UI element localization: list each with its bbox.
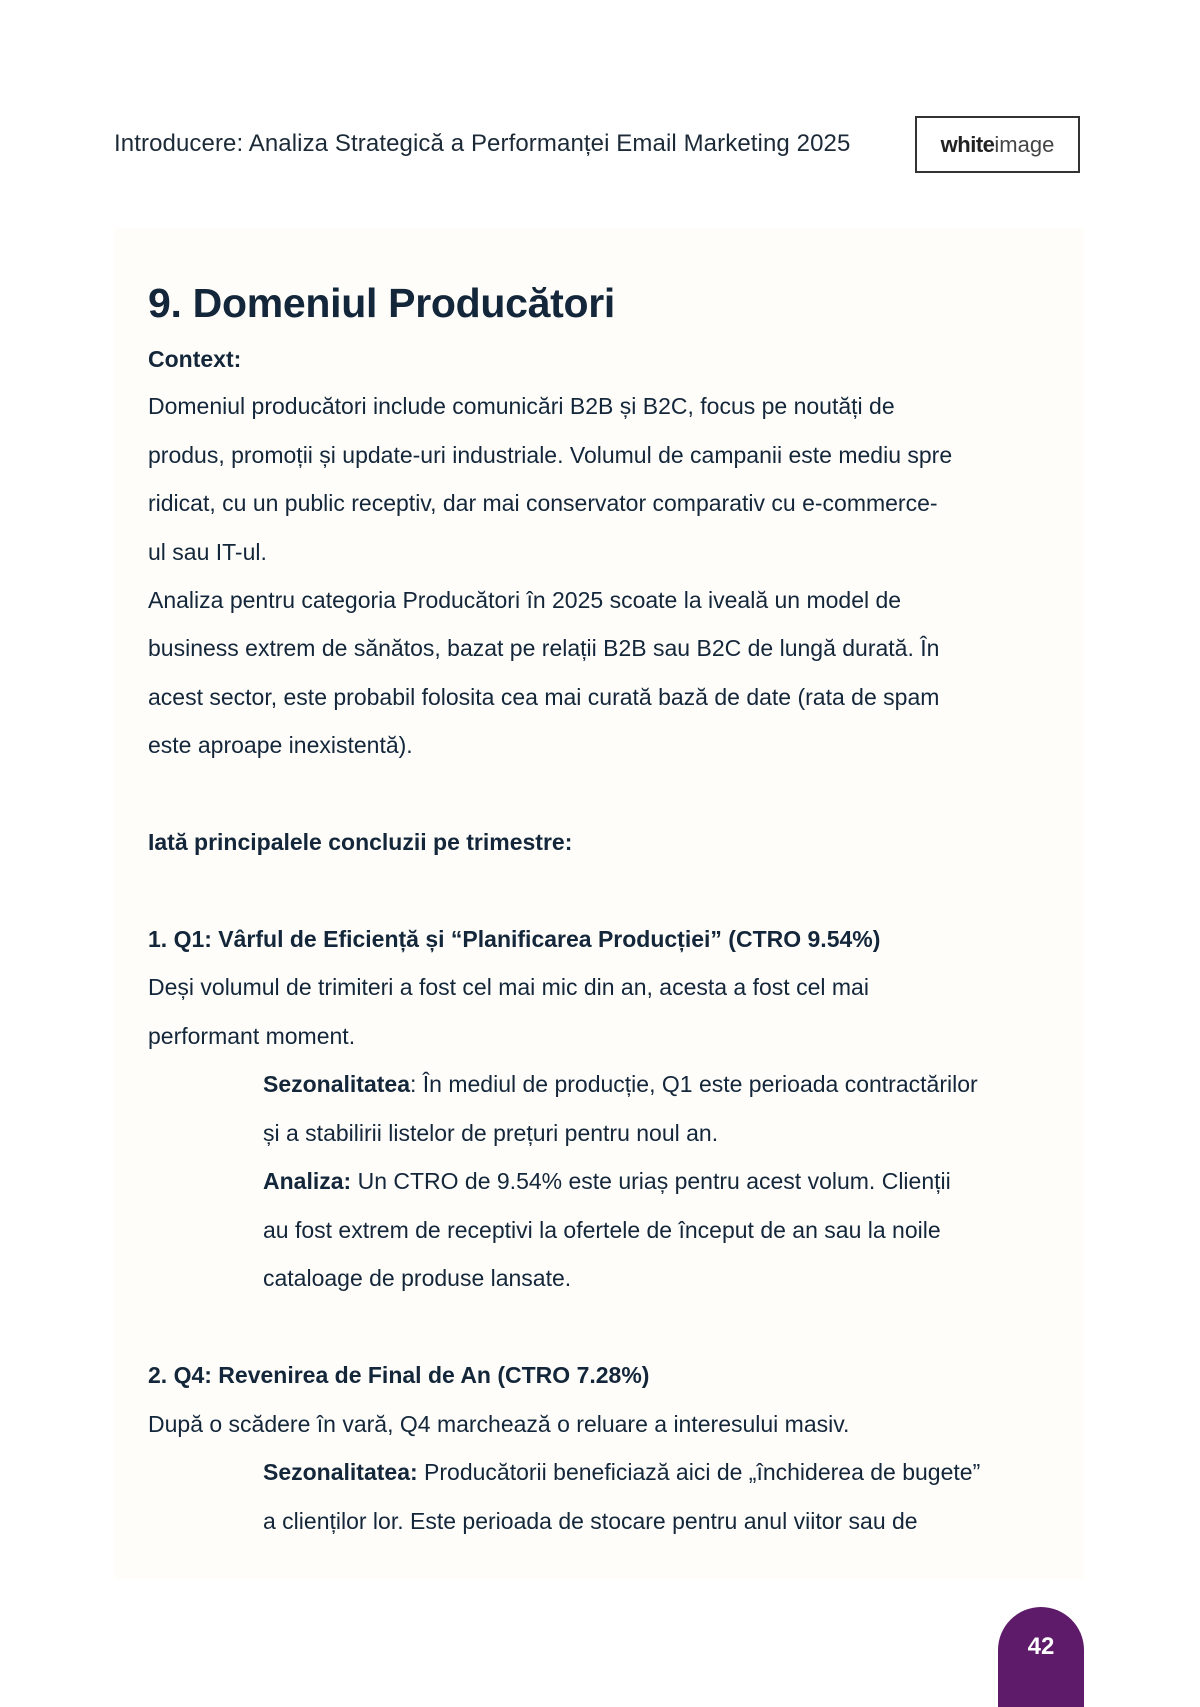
q1-seasonality-point: [263, 1071, 978, 1098]
point-label: Sezonalitatea: [263, 1071, 410, 1097]
q4-heading: 2. Q4: Revenirea de Final de An (CTRO 7.28%): [148, 1362, 650, 1388]
q4-seasonality-line: a clienților lor. Este perioada de stocare pentru anul viitor sau de: [263, 1508, 918, 1534]
q1-analysis-line: au fost extrem de receptivi la ofertele de început de an sau la noile: [263, 1217, 941, 1243]
context-line: acest sector, este probabil folosita cea mai curată bază de date (rata de spam: [148, 684, 940, 710]
conclusions-heading: Iată principalele concluzii pe trimestre:: [148, 829, 573, 855]
context-line: ridicat, cu un public receptiv, dar mai conservator comparativ cu e-commerce-: [148, 490, 938, 516]
q1-intro-line: performant moment.: [148, 1023, 356, 1049]
context-line: este aproape inexistentă).: [148, 732, 413, 758]
point-label: Sezonalitatea:: [263, 1459, 418, 1485]
q4-seasonality-point: [263, 1459, 980, 1486]
context-line: business extrem de sănătos, bazat pe relații B2B sau B2C de lungă durată. În: [148, 635, 940, 661]
point-text: Producătorii beneficiază aici de „închiderea de bugete”: [417, 1459, 981, 1485]
q1-intro-line: Deși volumul de trimiteri a fost cel mai mic din an, acesta a fost cel mai: [148, 974, 869, 1000]
context-line: Domeniul producători include comunicări B2B și B2C, focus pe noutăți de: [148, 393, 895, 419]
content-panel: [114, 228, 1084, 1579]
q1-analysis-line: cataloage de produse lansate.: [263, 1265, 572, 1291]
context-line: produs, promoții și update-uri industriale. Volumul de campanii este mediu spre: [148, 442, 953, 468]
point-label: Analiza:: [263, 1168, 352, 1194]
logo-bold-text: white: [940, 131, 995, 157]
context-line: Analiza pentru categoria Producători în 2025 scoate la iveală un model de: [148, 587, 902, 613]
page-number-badge: 42: [998, 1607, 1084, 1707]
q4-intro-line: După o scădere în vară, Q4 marchează o reluare a interesului masiv.: [148, 1411, 850, 1437]
context-label: Context:: [148, 346, 242, 372]
q1-seasonality-line: și a stabilirii listelor de prețuri pentru noul an.: [263, 1120, 719, 1146]
logo-light-text: image: [994, 131, 1055, 157]
context-line: ul sau IT-ul.: [148, 539, 267, 565]
point-text: Un CTRO de 9.54% este uriaș pentru acest volum. Clienții: [351, 1168, 951, 1194]
q1-analysis-point: [263, 1168, 951, 1195]
point-text: : În mediul de producție, Q1 este perioada contractărilor: [410, 1071, 978, 1097]
section-title: 9. Domeniul Producători: [148, 280, 615, 326]
q1-heading: 1. Q1: Vârful de Eficiență și “Planificarea Producției” (CTRO 9.54%): [148, 926, 881, 952]
header-title: Introducere: Analiza Strategică a Performanței Email Marketing 2025: [114, 130, 851, 157]
brand-logo: [915, 116, 1080, 173]
